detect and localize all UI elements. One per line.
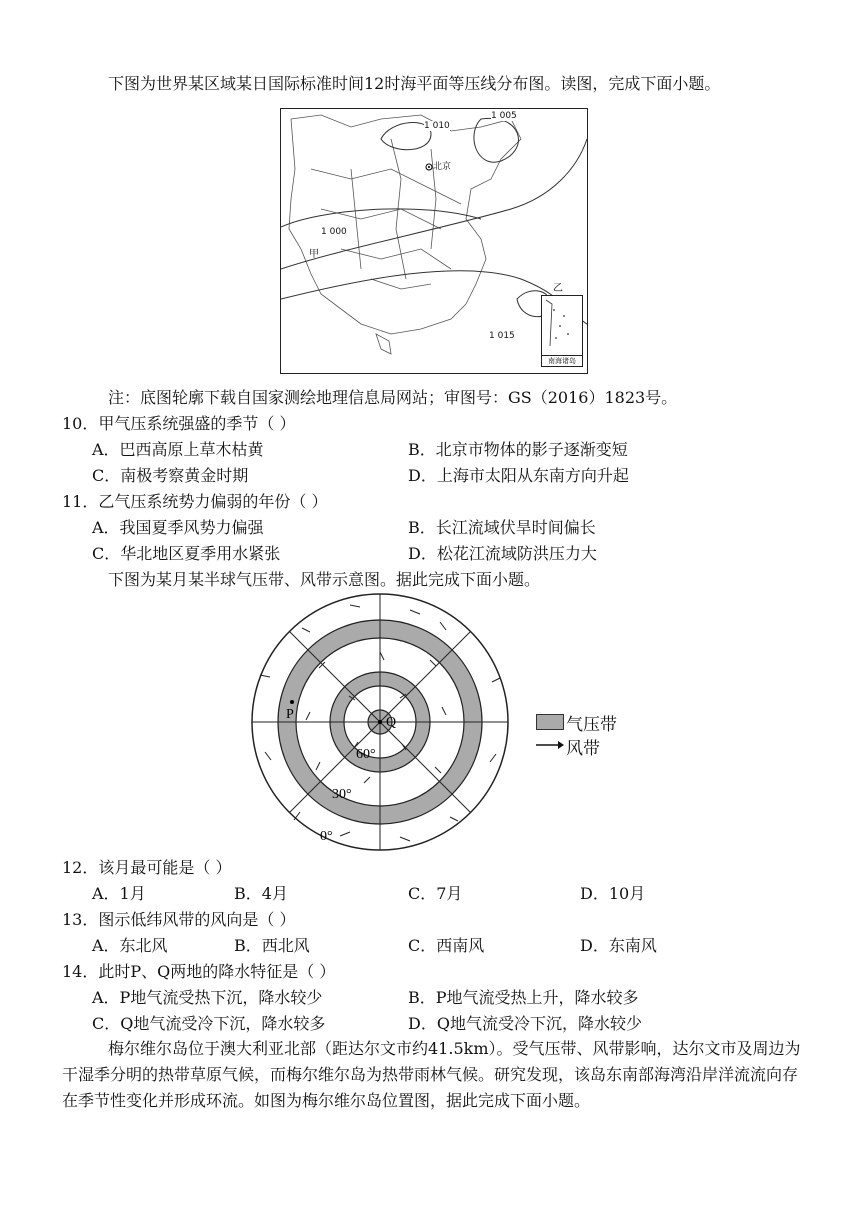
map-note: 注：底图轮廓下载自国家测绘地理信息局网站；审图号：GS（2016）1823号。 (108, 388, 678, 407)
isobar-label-1005: 1 005 (491, 111, 517, 121)
passage-melville-island: 梅尔维尔岛位于澳大利亚北部（距达尔文市约41.5km）。受气压带、风带影响，达尔文市及周边为干湿季分明的热带草原气候，而梅尔维尔岛为热带雨林气候。研究发现，该岛东南部海湾沿岸洋流流向存在季节性变化并形成环流。如图为梅尔维尔岛位置图，据此完成下面小题。 (62, 1039, 801, 1110)
isobar-label-1015: 1 015 (489, 331, 515, 341)
intro-text-2: 下图为某月某半球气压带、风带示意图。据此完成下面小题。 (108, 570, 541, 589)
q11-option-c: C．华北地区夏季用水紧张 (92, 544, 281, 563)
legend-wind-label: 风带 (566, 739, 600, 759)
q13-stem: 13．图示低纬风带的风向是（ ） (62, 910, 296, 929)
isobar-label-1010: 1 010 (424, 121, 450, 131)
q13-option-a: A．东北风 (92, 936, 168, 955)
q12-option-c: C．7月 (408, 884, 463, 903)
q10-option-c: C．南极考察黄金时期 (92, 466, 249, 485)
q10-stem: 10．甲气压系统强盛的季节（ ） (62, 414, 296, 433)
q13-option-d: D．东南风 (580, 936, 657, 955)
legend-pressure-swatch (536, 714, 564, 730)
q14-stem: 14．此时P、Q两地的降水特征是（ ） (62, 962, 336, 981)
system-label-jia: 甲 (309, 249, 319, 260)
q13-option-c: C．西南风 (408, 936, 485, 955)
legend-pressure-label: 气压带 (566, 715, 617, 735)
q14-option-d: D．Q地气流受冷下沉，降水较少 (408, 1014, 642, 1033)
label-30-degree: 30° (332, 787, 352, 802)
q14-option-b: B．P地气流受热上升，降水较多 (408, 988, 639, 1007)
q12-option-d: D．10月 (580, 884, 646, 903)
label-p: P (286, 707, 294, 722)
inset-map-label: 南海诸岛 (542, 355, 582, 366)
point-p (290, 700, 294, 704)
label-60-degree: 60° (356, 747, 376, 762)
q10-option-b: B．北京市物体的影子逐渐变短 (408, 440, 628, 459)
q10-option-a: A．巴西高原上草木枯黄 (92, 440, 264, 459)
label-q: Q (386, 715, 397, 730)
city-label-beijing: 北京 (433, 162, 452, 172)
inset-map-drawing (542, 296, 582, 356)
q12-option-a: A．1月 (92, 884, 146, 903)
intro-text-1: 下图为世界某区域某日国际标准时间12时海平面等压线分布图。读图，完成下面小题。 (108, 74, 721, 93)
q13-option-b: B．西北风 (234, 936, 310, 955)
q14-option-a: A．P地气流受热下沉，降水较少 (92, 988, 323, 1007)
q11-option-b: B．长江流域伏旱时间偏长 (408, 518, 596, 537)
inset-map (541, 295, 583, 367)
q10-option-d: D．上海市太阳从东南方向升起 (408, 466, 629, 485)
q12-stem: 12．该月最可能是（ ） (62, 858, 232, 877)
legend-wind-arrow-icon (534, 738, 564, 752)
q11-option-d: D．松花江流域防洪压力大 (408, 544, 597, 563)
q11-stem: 11．乙气压系统势力偏弱的年份（ ） (62, 492, 328, 511)
q14-option-c: C．Q地气流受冷下沉，降水较多 (92, 1014, 326, 1033)
q12-option-b: B．4月 (234, 884, 288, 903)
point-q (378, 720, 382, 724)
system-label-yi: 乙 (553, 283, 563, 294)
isobar-label-1000: 1 000 (321, 227, 347, 237)
label-0-degree: 0° (320, 829, 333, 844)
isobar-map (280, 108, 588, 374)
pressure-wind-belt-diagram (250, 592, 510, 852)
q11-option-a: A．我国夏季风势力偏强 (92, 518, 264, 537)
